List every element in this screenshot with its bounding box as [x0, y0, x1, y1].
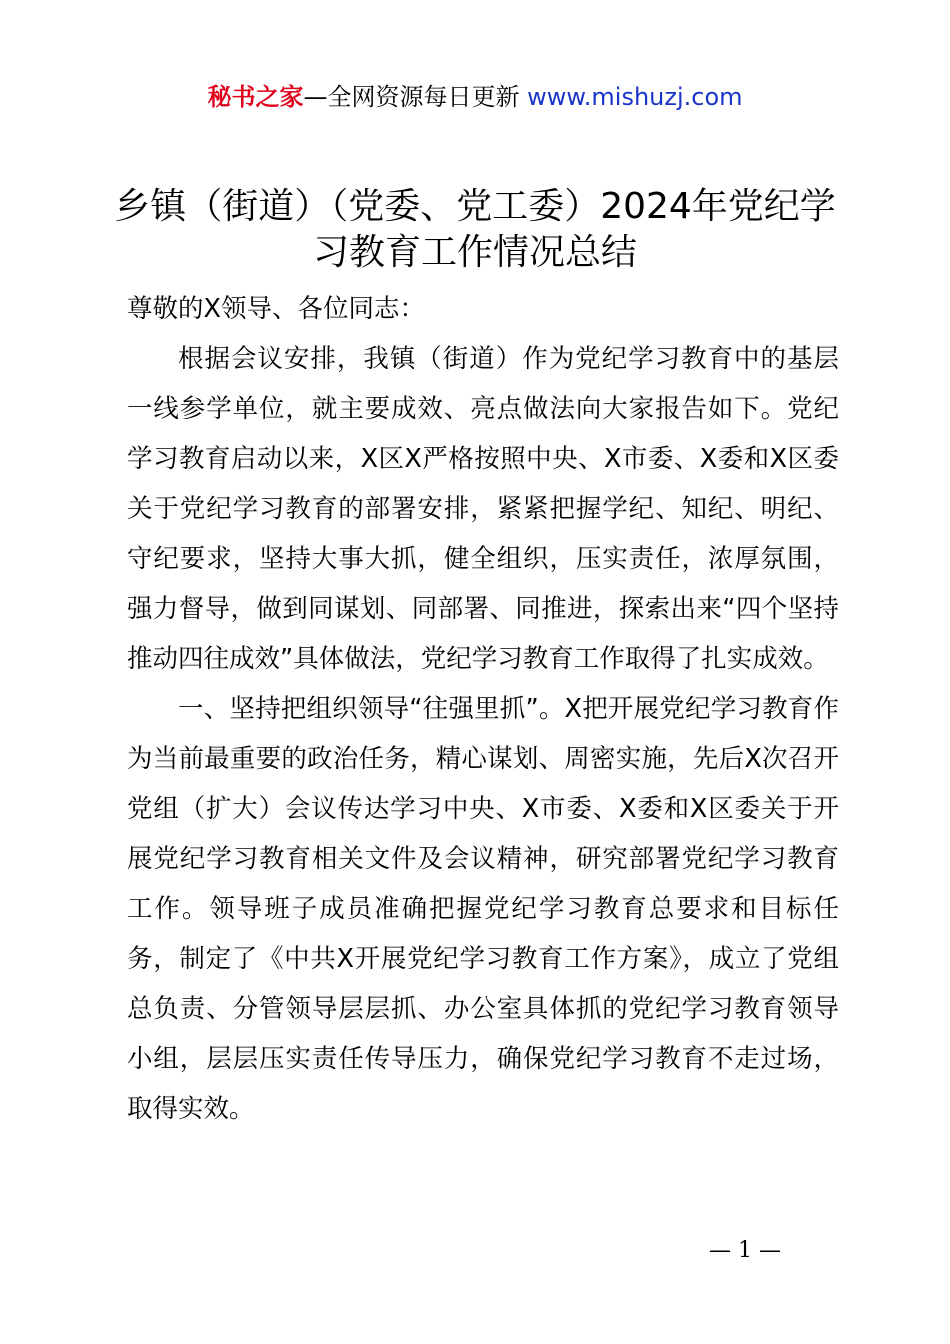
site-banner [0, 80, 950, 114]
salutation: 尊敬的X领导、各位同志： [127, 294, 425, 324]
site-brand: 秘书之家 [207, 83, 304, 111]
body-paragraph: 根据会议安排，我镇（街道）作为党纪学习教育中的基层一线参学单位，就主要成效、亮点做法向大家报告如下。党纪学习教育启动以来，X区X严格按照中央、X市委、X委和X区委关于党纪学习教育的部署安排，紧紧把握学纪、知纪、明纪、守纪要求，坚持大事大抓，健全组织，压实责任，浓厚氛围，强力督导，做到同谋划、同部署、同推进，探索出来“四个坚持推动四往成效”具体做法，党纪学习教育工作取得了扎实成效。 [127, 344, 839, 674]
page-number: — 1 — [709, 1238, 781, 1263]
site-tagline: —全网资源每日更新 [303, 83, 528, 111]
document-body [127, 284, 839, 1134]
site-url-link[interactable]: www.mishuzj.com [527, 83, 743, 111]
document-title: 乡镇（街道）（党委、党工委）2024年党纪学习教育工作情况总结 [114, 186, 836, 273]
body-paragraph: 一、坚持把组织领导“往强里抓”。X把开展党纪学习教育作为当前最重要的政治任务，精心谋划、周密实施，先后X次召开党组（扩大）会议传达学习中央、X市委、X委和X区委关于开展党纪学习教育相关文件及会议精神，研究部署党纪学习教育工作。领导班子成员准确把握党纪学习教育总要求和目标任务，制定了《中共X开展党纪学习教育工作方案》，成立了党组总负责、分管领导层层抓、办公室具体抓的党纪学习教育领导小组，层层压实责任传导压力，确保党纪学习教育不走过场，取得实效。 [127, 694, 839, 1124]
